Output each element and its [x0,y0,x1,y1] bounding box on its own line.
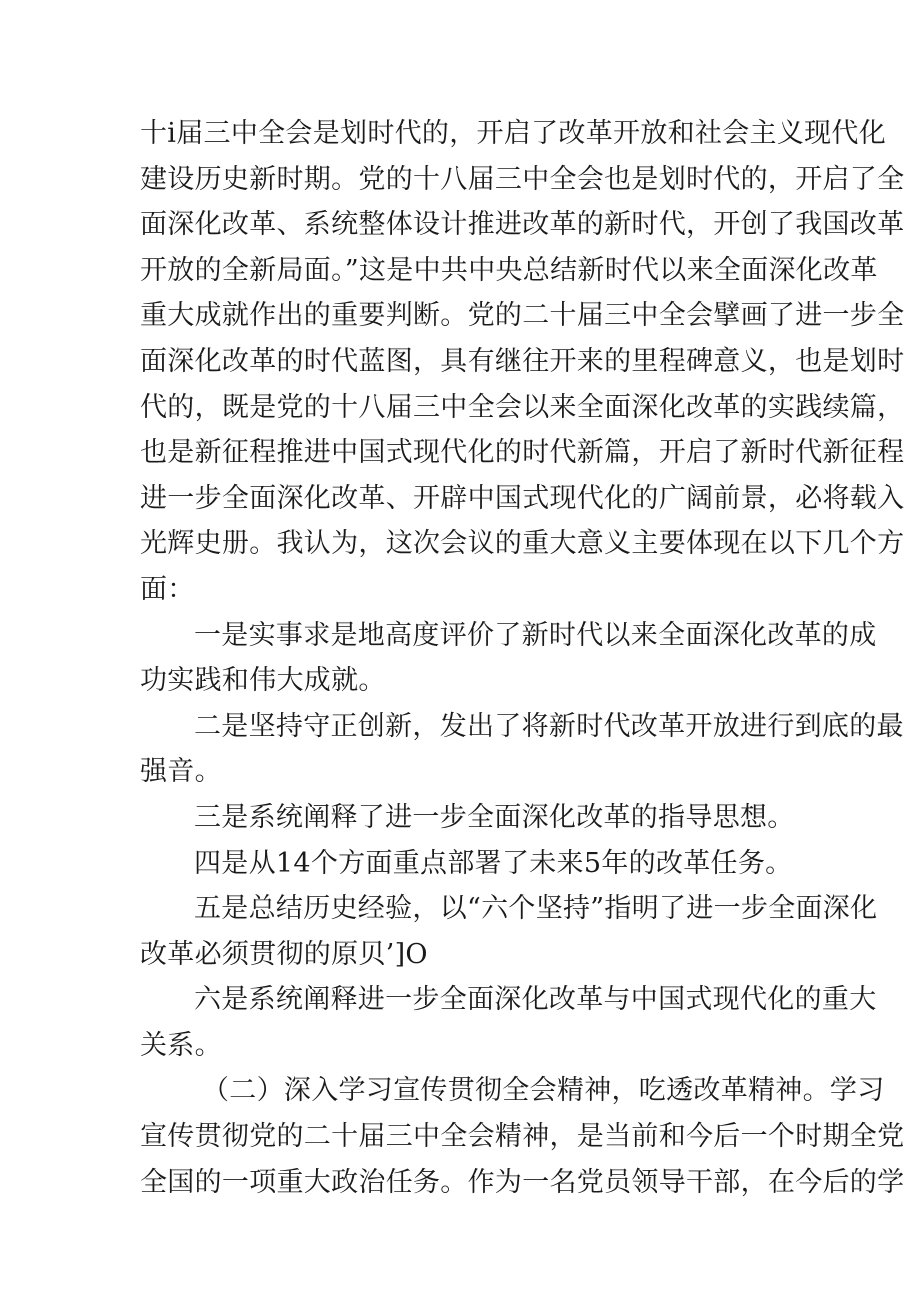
text-line: 功实践和伟大成就。 [140,665,386,697]
list-item-4: 四是从14个方面重点部署了未来5年的改革任务。 [194,847,793,879]
text-line: 建设历史新时期。党的十八届三中全会也是划时代的，开启了全 [140,163,905,195]
text-line: 关系。 [140,1029,222,1061]
text-line: 也是新征程推进中国式现代化的时代新篇，开启了新时代新征程 [140,437,905,469]
section-heading-paragraph: （二）深入学习宣传贯彻全会精神，吃透改革精神。学习 [202,1075,885,1107]
text-line: 进一步全面深化改革、开辟中国式现代化的广阔前景，必将载入 [140,482,905,514]
text-line: 重大成就作出的重要判断。党的二十届三中全会擘画了进一步全 [140,300,905,332]
text-line: 宣传贯彻党的二十届三中全会精神，是当前和今后一个时期全党 [140,1121,905,1153]
list-item-2: 二是坚持守正创新，发出了将新时代改革开放进行到底的最 [194,710,904,742]
body-text [140,111,905,1205]
text-line: 代的，既是党的十八届三中全会以来全面深化改革的实践续篇， [140,391,905,423]
text-line: 十i届三中全会是划时代的，开启了改革开放和社会主义现代化 [140,118,887,149]
text-line: 改革必须贯彻的原贝’]O [140,938,428,970]
list-item-5: 五是总结历史经验，以“六个坚持”指明了进一步全面深化 [194,893,878,925]
text-line: 强音。 [140,756,222,788]
text-line: 面深化改革、系统整体设计推进改革的新时代，开创了我国改革 [140,209,905,241]
text-line: 光辉史册。我认为，这次会议的重大意义主要体现在以下几个方 [140,528,905,560]
list-item-1: 一是实事求是地高度评价了新时代以来全面深化改革的成 [194,619,877,651]
text-line: 面： [140,573,195,605]
list-item-3: 三是系统阐释了进一步全面深化改革的指导思想。 [194,801,795,833]
text-line: 面深化改革的时代蓝图，具有继往开来的里程碑意义，也是划时 [140,345,905,377]
text-line: 全国的一项重大政治任务。作为一名党员领导干部，在今后的学 [140,1166,905,1198]
list-item-6: 六是系统阐释进一步全面深化改革与中国式现代化的重大 [194,984,877,1016]
text-line: 开放的全新局面。”这是中共中央总结新时代以来全面深化改革 [140,254,878,286]
